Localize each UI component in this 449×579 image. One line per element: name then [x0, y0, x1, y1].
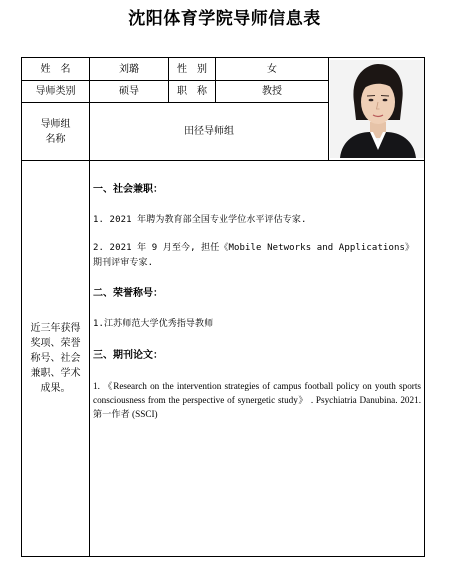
portrait-icon: [330, 60, 424, 158]
gender-value: 女: [267, 63, 277, 75]
name-label: 姓 名: [40, 63, 71, 75]
name-value: 刘璐: [119, 63, 139, 75]
social-item-2: 2. 2021 年 9 月至今, 担任《Mobile Networks and Applications》期刊评审专家.: [93, 243, 415, 268]
paper-item-1: 1. 《Research on the intervention strategies of campus football policy on youth sports consciousness from the perspective of synergetic study》 . Psychiatria Danubina. 2021. 第一作者 (SSCI): [93, 380, 421, 420]
rank-value: 教授: [262, 86, 282, 97]
type-value: 硕导: [119, 86, 139, 97]
rank-label: 职 称: [177, 86, 207, 97]
group-value: 田径导师组: [184, 126, 234, 137]
social-item-1: 1. 2021 年聘为教育部全国专业学位水平评估专家.: [93, 215, 307, 225]
portrait-photo: [330, 60, 424, 158]
section-heading-social: 一、社会兼职：: [93, 184, 163, 195]
achievements-label: 近三年获得奖项、荣誉称号、社会兼职、学术成果。: [30, 323, 81, 394]
achievements-content: [91, 160, 423, 435]
gender-label: 性 别: [177, 63, 207, 75]
section-heading-papers: 三、期刊论文：: [93, 349, 163, 361]
section-heading-honors: 二、荣誉称号：: [93, 288, 163, 300]
group-label: [22, 103, 89, 160]
group-label-line1: 导师组: [40, 118, 71, 130]
type-label: 导师类别: [35, 86, 76, 97]
group-label-line2: 名称: [45, 133, 66, 145]
honor-item-1: 1.江苏师范大学优秀指导教师: [93, 319, 214, 330]
page-title: 沈阳体育学院导师信息表: [128, 9, 321, 29]
info-table: [21, 57, 425, 557]
